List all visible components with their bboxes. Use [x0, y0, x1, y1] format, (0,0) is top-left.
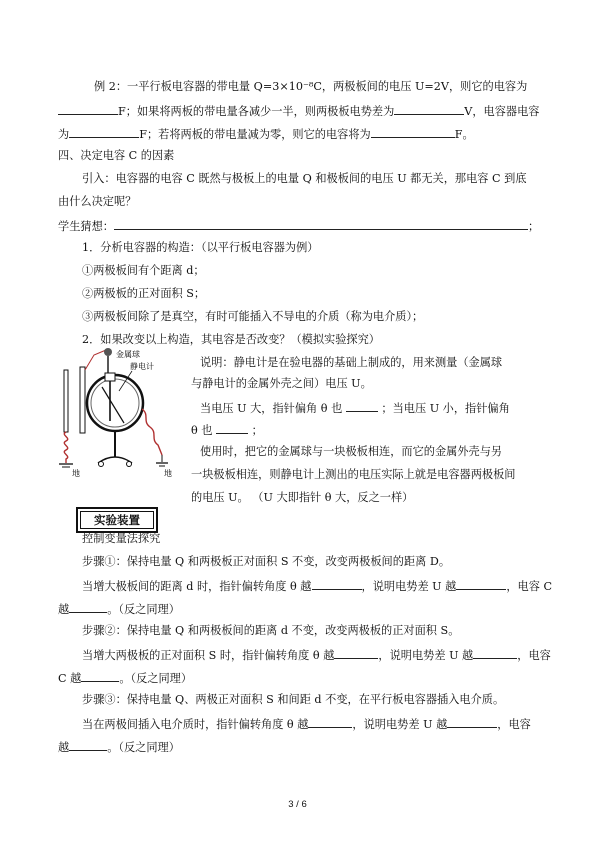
answer-blank[interactable] [81, 670, 119, 682]
text: ，电容 C [506, 580, 553, 593]
answer-blank[interactable] [334, 647, 378, 659]
structure-s: ②两极板的正对面积 S； [82, 287, 206, 300]
answer-blank[interactable] [69, 126, 139, 138]
step2: 步骤②：保持电量 Q 和两极板间的距离 d 不变，改变两极板的正对面积 S。 [82, 624, 460, 637]
answer-blank[interactable] [216, 422, 248, 434]
text: 当增大极板间的距离 d 时，指针偏转角度 θ 越 [82, 580, 312, 593]
label-electrometer: 静电计 [130, 362, 154, 371]
insulator-plug [105, 373, 115, 381]
step1: 步骤①：保持电量 Q 和两极板正对面积 S 不变，改变两极板间的距离 D。 [82, 555, 451, 568]
answer-blank[interactable] [447, 716, 497, 728]
answer-blank[interactable] [394, 103, 464, 115]
electrometer-case [87, 375, 143, 431]
text: 。（反之同理） [107, 741, 180, 754]
step3: 步骤③：保持电量 Q、两极正对面积 S 和间距 d 不变，在平行板电容器插入电介质。 [82, 693, 505, 706]
stand-foot [99, 462, 104, 467]
label-ground-left: 地 [72, 469, 80, 478]
text: 当电压 U 大，指针偏角 θ 也 [200, 402, 343, 415]
text: 例 2：一平行板电容器的带电量 Q=3×10⁻⁸C，两极板间的电压 U=2V，则它的电容为 [94, 80, 528, 93]
answer-blank[interactable] [308, 716, 352, 728]
explain-line2: 与静电计的金属外壳之间）电压 U。 [191, 377, 372, 390]
text: F。 [454, 128, 474, 141]
explain-line6: 一块极板相连，则静电计上测出的电压实际上就是电容器两极板间 [191, 468, 516, 481]
text: ； [527, 220, 540, 233]
explain-line7: 的电压 U。 （U 大即指针 θ 大，反之一样） [191, 491, 414, 504]
answer-blank[interactable] [69, 739, 107, 751]
text: ；当电压 U 小，指针偏角 [381, 402, 510, 415]
text: θ 也 [191, 424, 213, 437]
text: 为 [58, 128, 70, 141]
example2-line1 [94, 80, 527, 94]
example2-line2 [58, 103, 539, 119]
text: 当增大两极板的正对面积 S 时，指针偏转角度 θ 越 [82, 649, 335, 662]
page-number: 3 / 6 [288, 799, 307, 810]
structure-item1: 1．分析电容器的构造：（以平行板电容器为例） [82, 241, 319, 254]
text: ，说明电势差 U 越 [378, 649, 474, 662]
guess-label: 学生猜想： [58, 220, 114, 233]
plate-to-ball-wire [85, 350, 106, 370]
text: F；若将两板的带电量减为零，则它的电容将为 [139, 128, 371, 141]
left-plate [64, 370, 68, 432]
text: ； [251, 424, 263, 437]
text: ，电容 [517, 649, 551, 662]
answer-blank[interactable] [58, 103, 118, 115]
right-plate [80, 367, 85, 433]
answer-blank[interactable] [346, 400, 378, 412]
explain-line1: 说明：静电计是在验电器的基础上制成的，用来测量（金属球 [200, 356, 503, 369]
text: ，电容 [497, 718, 531, 731]
answer-blank[interactable] [473, 647, 517, 659]
answer-blank[interactable] [69, 601, 107, 613]
intro-line1: 引入：电容器的电容 C 既然与极板上的电量 Q 和极板间的电压 U 都无关，那电容 C 到底 [82, 172, 527, 185]
text: 当在两极间插入电介质时，指针偏转角度 θ 越 [82, 718, 309, 731]
example2-line3 [58, 126, 474, 142]
guess-blank[interactable] [114, 218, 528, 230]
text: V，电容器电容 [464, 105, 540, 118]
text: F；如果将两板的带电量各减少一半，则两极板电势差为 [118, 105, 395, 118]
figure-caption: 实验装置 [76, 507, 158, 533]
step2-line [82, 647, 551, 663]
text: ，说明电势差 U 越 [352, 718, 448, 731]
text: ，说明电势差 U 越 [361, 580, 457, 593]
explain-line4 [191, 422, 263, 438]
right-lead-wire [142, 409, 162, 455]
text: 越 [58, 741, 70, 754]
step2-line2 [58, 670, 192, 686]
stand-foot [127, 462, 132, 467]
student-guess [58, 218, 539, 234]
label-ground-right: 地 [164, 469, 172, 478]
apparatus-figure [58, 345, 176, 480]
label-metal-ball: 金属球 [116, 350, 140, 359]
text: 越 [58, 603, 70, 616]
structure-item2: 2．如果改变以上构造，其电容是否改变？（模拟实验探究） [82, 333, 380, 346]
step1-line2 [58, 601, 180, 617]
answer-blank[interactable] [456, 578, 506, 590]
answer-blank[interactable] [371, 126, 455, 138]
control-heading: 控制变量法探究 [82, 532, 161, 545]
structure-dielectric: ③两极板间除了是真空，有时可能插入不导电的介质（称为电介质）； [82, 310, 424, 323]
step3-line2 [58, 739, 180, 755]
step3-line [82, 716, 531, 732]
section-heading: 四、决定电容 C 的因素 [58, 149, 175, 162]
explain-line5: 使用时，把它的金属球与一块极板相连，而它的金属外壳与另 [200, 445, 503, 458]
left-lead-wire [64, 432, 67, 463]
electrometer-illustration [58, 345, 176, 480]
text: C 越 [58, 672, 82, 685]
explain-line3 [200, 400, 510, 416]
structure-d: ①两极板间有个距离 d； [82, 264, 205, 277]
text: 。（反之同理） [107, 603, 180, 616]
text: 。（反之同理） [119, 672, 193, 685]
metal-ball [104, 348, 112, 356]
answer-blank[interactable] [312, 578, 362, 590]
step1-line [82, 578, 552, 594]
intro-line2: 由什么决定呢？ [58, 195, 137, 208]
